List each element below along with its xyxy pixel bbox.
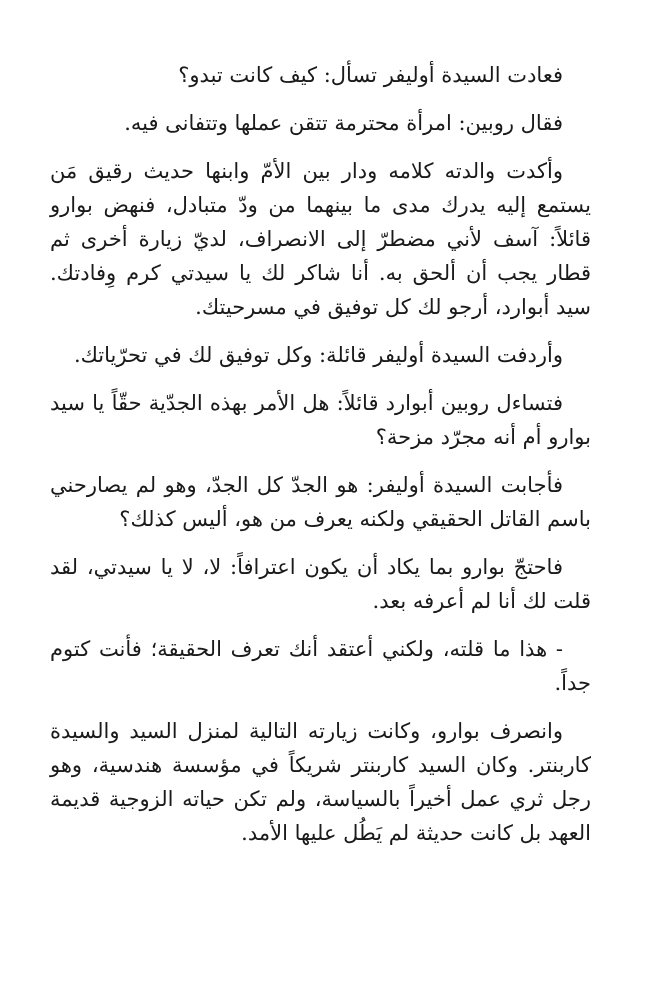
paragraph: فاحتجّ بوارو بما يكاد أن يكون اعترافاً: لا، لا يا سيدتي، لقد قلت لك أنا لم أعرفه بعد. bbox=[50, 555, 591, 613]
paragraph: وانصرف بوارو، وكانت زيارته التالية لمنزل السيد والسيدة كاربنتر. وكان السيد كاربنتر شريكاً في مؤسسة هندسية، وهو رجل ثري عمل أخيراً بالسياسة، ولم تكن حياته الزوجية قديمة العهد بل كانت حديثة لم يَطُل عليها الأمد. bbox=[50, 719, 591, 845]
book-page bbox=[50, 58, 591, 864]
paragraph: وأكدت والدته كلامه ودار بين الأمّ وابنها حديث رقيق مَن يستمع إليه يدرك مدى ما بينهما من ودّ متبادل، فنهض بوارو قائلاً: آسف لأني مضطرّ إلى الانصراف، لديّ زيارة أخرى ثم قطار يجب أن ألحق به. أنا شاكر لك يا سيدتي كرم وِفادتك. سيد أبوارد، أرجو لك كل توفيق في مسرحيتك. bbox=[50, 159, 591, 319]
paragraph: فتساءل روبين أبوارد قائلاً: هل الأمر بهذه الجدّية حقّاً يا سيد بوارو أم أنه مجرّد مزحة؟ bbox=[50, 391, 591, 449]
paragraph: فقال روبين: امرأة محترمة تتقن عملها وتتفانى فيه. bbox=[124, 111, 563, 135]
paragraph: فعادت السيدة أوليفر تسأل: كيف كانت تبدو؟ bbox=[178, 63, 563, 87]
paragraph: فأجابت السيدة أوليفر: هو الجدّ كل الجدّ، وهو لم يصارحني باسم القاتل الحقيقي ولكنه يعرف من هو، أليس كذلك؟ bbox=[50, 473, 591, 531]
paragraph: وأردفت السيدة أوليفر قائلة: وكل توفيق لك في تحرّياتك. bbox=[73, 343, 563, 367]
paragraph: - هذا ما قلته، ولكني أعتقد أنك تعرف الحقيقة؛ فأنت كتوم جداً. bbox=[50, 637, 591, 695]
